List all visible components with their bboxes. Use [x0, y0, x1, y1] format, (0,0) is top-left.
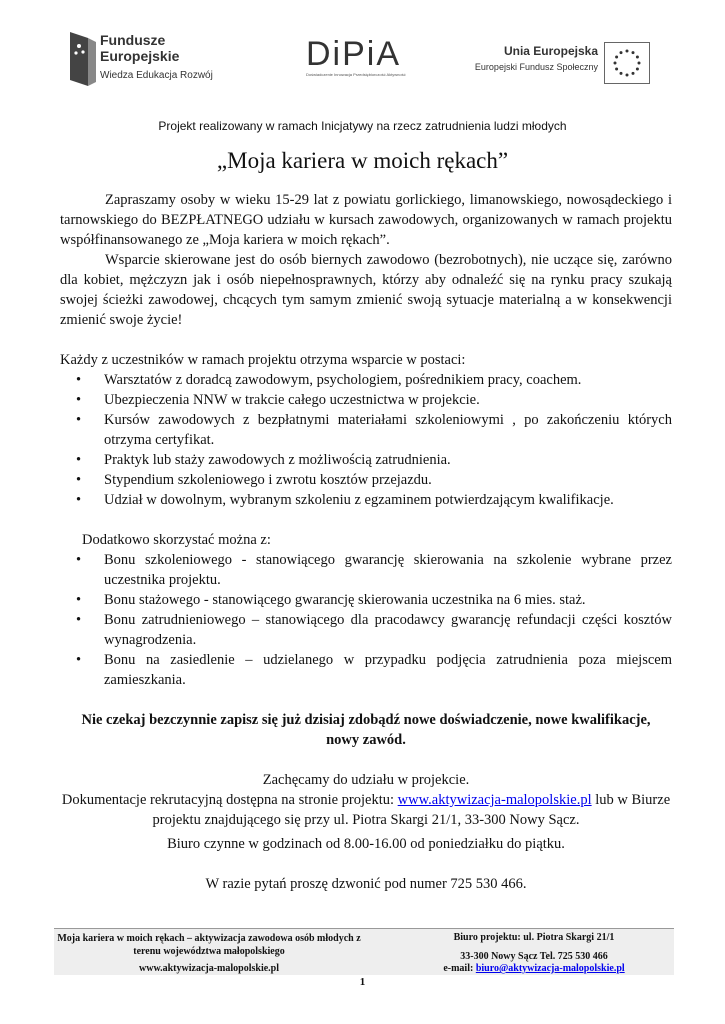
list-item: • Ubezpieczenia NNW w trakcie całego uczestnictwa w projekcie.: [104, 390, 672, 410]
page-footer: [54, 928, 674, 975]
docs-text: [60, 790, 672, 830]
dipia-logo: [306, 36, 416, 86]
fe-flag-icon: [70, 32, 96, 86]
office-hours: Biuro czynne w godzinach od 8.00-16.00 od poniedziałku do piątku.: [167, 836, 565, 852]
footer-email-link[interactable]: biuro@aktywizacja-malopolskie.pl: [475, 963, 625, 974]
ue-logo-line2: Europejski Fundusz Społeczny: [474, 62, 598, 72]
docs-text-after: lub w Biurze projektu znajdującego się przy ul. Piotra Skargi 21/1, 33-300 Nowy Sącz.: [152, 792, 671, 828]
list-item: • Bonu stażowego - stanowiącego gwarancję skierowania uczestnika na 6 mies. staż.: [104, 590, 672, 610]
fe-logo-line1: Fundusze: [100, 32, 166, 48]
document-body: [60, 190, 672, 894]
intro-paragraph-2: Wsparcie skierowane jest do osób biernych zawodowo (bezrobotnych), nie uczące się, zarówno dla kobiet, mężczyzn jak i osób niepełnosprawnych, którzy aby odnaleźć się na rynku pracy szukają swojej ścieżki zawodowej, chcących tym samym zmienić swoją sytuacje materialną a w konsekwencji zmienić swoje życie!: [60, 252, 672, 328]
list-item: • Praktyk lub staży zawodowych z możliwością zatrudnienia.: [104, 450, 672, 470]
support-lead: Każdy z uczestników w ramach projektu otrzyma wsparcie w postaci:: [60, 352, 466, 368]
invite-text: Zachęcamy do udziału w projekcie.: [262, 772, 470, 788]
docs-text-before: Dokumentacje rekrutacyjną dostępna na stronie projektu:: [61, 792, 398, 808]
list-item: • Warsztatów z doradcą zawodowym, psychologiem, pośrednikiem pracy, coachem.: [104, 370, 672, 390]
list-item: • Udział w dowolnym, wybranym szkoleniu z egzaminem potwierdzającym kwalifikacje.: [104, 490, 672, 510]
page-title: „Moja kariera w moich rękach”: [216, 148, 509, 173]
footer-office-address: Biuro projektu: ul. Piotra Skargi 21/1: [453, 932, 615, 943]
project-line: Projekt realizowany w ramach Inicjatywy na rzecz zatrudnienia ludzi młodych: [158, 119, 567, 133]
eu-flag-icon: [604, 42, 650, 84]
footer-email-label: e-mail:: [443, 963, 476, 974]
fe-logo-line3: Wiedza Edukacja Rozwój: [100, 70, 213, 81]
extra-lead: Dodatkowo skorzystać można z:: [82, 532, 271, 548]
ue-logo-line1: Unia Europejska: [503, 44, 598, 58]
phone-text: W razie pytań proszę dzwonić pod numer 725 530 466.: [205, 876, 527, 892]
list-item: • Kursów zawodowych z bezpłatnymi materiałami szkoleniowymi , po zakończeniu których otrzyma certyfikat.: [104, 410, 672, 450]
header-logos: [60, 28, 665, 93]
unia-europejska-logo: [474, 42, 664, 84]
list-item: • Bonu zatrudnieniowego – stanowiącego dla pracodawcy gwarancję refundacji części kosztów wynagrodzenia.: [104, 610, 672, 650]
extra-list: [60, 550, 672, 690]
footer-email-line: [394, 963, 674, 974]
footer-website: www.aktywizacja-malopolskie.pl: [139, 963, 279, 974]
fundusze-europejskie-logo: [70, 30, 230, 90]
list-item: • Stypendium szkoleniowego i zwrotu kosztów przejazdu.: [104, 470, 672, 490]
dipia-logo-name: DiPiA: [306, 35, 402, 73]
footer-project-title: Moja kariera w moich rękach – aktywizacja zawodowa osób młodych z terenu województwa małopolskiego: [57, 933, 361, 957]
list-item: • Bonu na zasiedlenie – udzielanego w przypadku podjęcia zatrudnienia poza miejscem zamieszkania.: [104, 650, 672, 690]
fe-logo-line2: Europejskie: [100, 48, 180, 64]
dipia-logo-tagline: Doświadczenie Innowacja Przedsiębiorczość Aktywność: [306, 72, 406, 77]
footer-city-phone: 33-300 Nowy Sącz Tel. 725 530 466: [460, 951, 608, 962]
intro-paragraph-1: Zapraszamy osoby w wieku 15-29 lat z powiatu gorlickiego, limanowskiego, nowosądeckiego i tarnowskiego do BEZPŁATNEGO udziału w kursach zawodowych, organizowanych w ramach projektu współfinansowanego ze „Moja kariera w moich rękach”.: [60, 192, 672, 248]
project-website-link[interactable]: www.aktywizacja-malopolskie.pl: [397, 792, 592, 808]
support-list: [60, 370, 672, 510]
page-number: 1: [359, 976, 366, 988]
call-to-action: Nie czekaj bezczynnie zapisz się już dzisiaj zdobądź nowe doświadczenie, nowe kwalifikacje, nowy zawód.: [81, 712, 651, 748]
list-item: • Bonu szkoleniowego - stanowiącego gwarancję skierowania na szkolenie wybrane przez uczestnika projektu.: [104, 550, 672, 590]
